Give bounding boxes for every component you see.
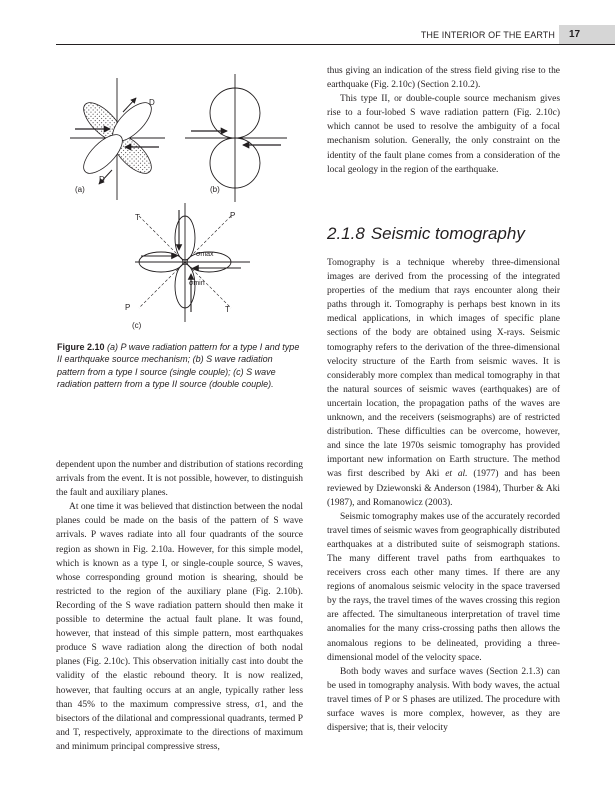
panel-b	[185, 74, 287, 202]
page-number: 17	[559, 25, 615, 44]
figure-caption	[57, 341, 302, 390]
label-sigma-max: σmax	[196, 251, 214, 258]
header-rule	[56, 44, 615, 45]
label-t-lower: T	[225, 305, 230, 314]
caption-text: (a) P wave radiation pattern for a type I and type II earthquake source mechanism; (b) S wave radiation pattern from a type I source (single couple); (c) S wave radiation pattern from a type II source (double couple).	[57, 342, 300, 389]
paragraph: At one time it was believed that distinction between the nodal planes could be made on the basis of the pattern of S wave arrivals. P waves radiate into all four quadrants of the source region as shown in Fig. 2.10a. However, for this simple model, which is known as a type I, or single-couple source, S waves, whose corresponding ground motion is shearing, should be restricted to the region of the auxiliary plane (Fig. 2.10b). Recording of the S wave radiation pattern should then make it possible to determine the actual fault plane. It was found, however, that instead of this simple pattern, most earthquakes produce S wave radiation along the direction of both nodal planes (Fig. 2.10c). This observation initially cast into doubt the validity of the elastic rebound theory. It is now realized, however, that faulting occurs at an angle, typically rather less than 45% to the maximum compressive stress, σ1, and the bisectors of the dilational and compressional quadrants, termed P and T, respectively, approximate to the directions of maximum and minimum principal compressive stress,	[56, 502, 303, 752]
label-sigma-min: σmin	[189, 280, 205, 287]
panel-c	[125, 203, 250, 330]
running-header	[0, 0, 615, 44]
paragraph-text: (1977) and has been reviewed by Dziewonski & Anderson (1984), Thurber & Aki (1987), and Romanowicz (2003).	[327, 469, 560, 508]
paragraph: thus giving an indication of the stress field giving rise to the earthquake (Fig. 2.10c) (Section 2.10.2).	[327, 66, 560, 91]
paragraph-italic: et al.	[445, 469, 468, 480]
section-title: Seismic tomography	[370, 224, 525, 243]
label-p-upper: P	[230, 211, 236, 220]
paragraph	[327, 256, 560, 510]
label-d-lower: D	[99, 175, 105, 184]
caption-label: Figure 2.10	[57, 342, 105, 352]
paragraph-text: Tomography is a technique whereby three-dimensional images are derived from the processing of the integrated properties of the medium that rays encounter along their paths through it. Tomography is perhaps best known in its medical applications, in which images of specific plane sections of the body are obtained using X-rays. Seismic tomography refers to the derivation of the three-dimensional velocity structure of the Earth from seismic waves. It is considerably more complex than medical tomography in that the natural sources of seismic waves (earthquakes) are of uncertain location, the propagation paths of the waves are unknown, and the receivers (seismographs) are of restricted distribution. These difficulties can be overcome, however, and since the late 1970s seismic tomography has provided important new information on Earth structure. The method was first described by Aki	[327, 258, 560, 480]
section-heading	[327, 224, 567, 244]
paragraph: This type II, or double-couple source mechanism gives rise to a four-lobed S wave radiation pattern (Fig. 2.10c) which cannot be used to resolve the ambiguity of a focal mechanism solution. Generally, the only constraint on the identity of the fault plane comes from a consideration of the local geology in the region of the earthquake.	[327, 94, 560, 175]
right-column-top	[327, 64, 560, 177]
paragraph: dependent upon the number and distribution of stations recording arrivals from the event. It is not possible, however, to distinguish the fault and auxiliary planes.	[56, 460, 303, 499]
right-column	[327, 256, 560, 735]
paragraph: Both body waves and surface waves (Section 2.1.3) can be used in tomography analysis. With body waves, the actual travel times of P or S phases are utilized. The procedure with surface waves is more complex, however, as they are dispersive; that is, their velocity	[327, 666, 560, 734]
panel-label-a: (a)	[75, 185, 85, 194]
figure-2-10	[55, 60, 305, 360]
label-t-upper: T	[135, 213, 140, 222]
panel-label-c: (c)	[132, 321, 142, 330]
running-title: THE INTERIOR OF THE EARTH	[420, 30, 555, 40]
panel-a	[70, 78, 165, 200]
section-number: 2.1.8	[327, 224, 365, 243]
left-column	[56, 458, 303, 754]
paragraph: Seismic tomography makes use of the accurately recorded travel times of seismic waves from geographically distributed earthquakes at a distributed suite of seismograph stations. The many different travel paths from earthquakes to receivers cross each other many times. If there are any regions of anomalous seismic velocity in the space traversed by the rays, the travel times of the waves crossing this region are affected. The simultaneous interpretation of travel time anomalies for the many criss-crossing paths then allows the anomalous regions to be delineated, providing a three-dimensional model of the velocity space.	[327, 511, 560, 663]
label-d-upper: D	[149, 98, 155, 107]
panel-label-b: (b)	[210, 185, 220, 194]
label-p-lower: P	[125, 303, 131, 312]
